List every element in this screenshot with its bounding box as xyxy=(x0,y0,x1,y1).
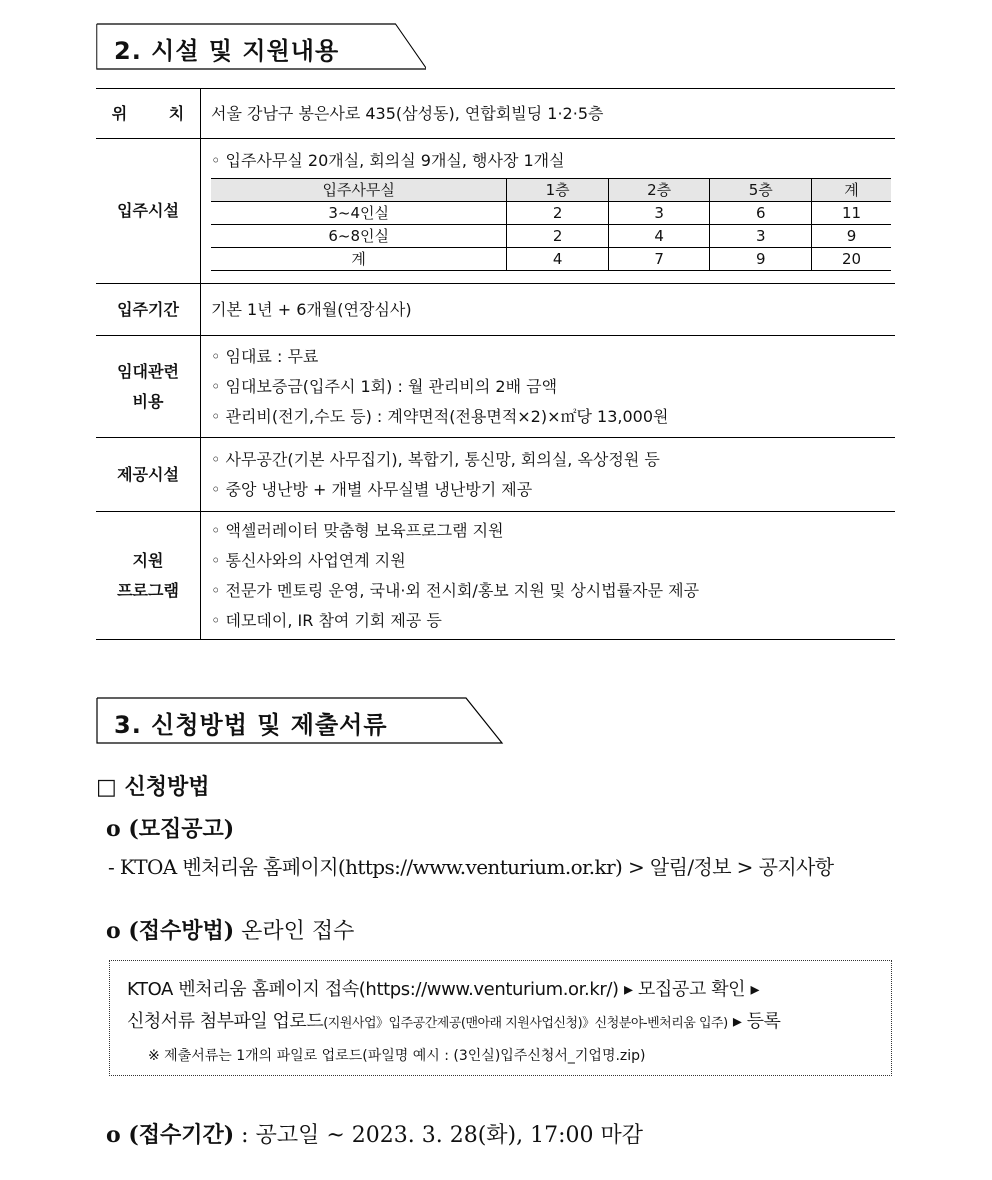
rooms-row xyxy=(96,139,895,284)
program-line: ◦ 데모데이, IR 참여 기회 제공 등 xyxy=(211,610,442,630)
rooms-header: 1층 xyxy=(507,178,609,201)
rooms-header: 5층 xyxy=(710,178,812,201)
period-line xyxy=(106,1118,643,1149)
cost-label-line: 비용 xyxy=(132,391,164,411)
box-line-2-end: ▸ 등록 xyxy=(727,1011,781,1032)
rooms-table-row xyxy=(211,247,891,270)
cost-line: ◦ 관리비(전기,수도 등) : 계약면적(전용면적×2)×㎡당 13,000원 xyxy=(211,406,669,426)
rooms-summary: ◦ 입주사무실 20개실, 회의실 9개실, 행사장 1개실 xyxy=(211,150,565,170)
rooms-cell: 3 xyxy=(710,224,812,247)
section-2-title-text: 2. 시설 및 지원내용 xyxy=(114,37,340,65)
method-value: 온라인 접수 xyxy=(241,919,355,944)
section-3-title xyxy=(96,697,506,743)
cost-row xyxy=(96,336,895,438)
box-line-2-path: (지원사업》입주공간제공(맨아래 지원사업신청)》신청분야-벤처리움 입주) xyxy=(323,1016,728,1031)
program-line: ◦ 전문가 멘토링 운영, 국내·외 전시회/홍보 지원 및 상시법률자문 제공 xyxy=(211,580,700,600)
cost-label xyxy=(96,336,201,438)
cost-line: ◦ 임대료 : 무료 xyxy=(211,346,319,366)
method-label: o (접수방법) xyxy=(106,918,235,944)
location-label: 위 치 xyxy=(96,89,201,139)
program-label-line: 지원 xyxy=(132,550,164,570)
rooms-cell: 3 xyxy=(608,201,710,224)
rooms-cell: 9 xyxy=(812,224,891,247)
program-label-line: 프로그램 xyxy=(117,580,179,600)
box-note: ※ 제출서류는 1개의 파일로 업로드(파일명 예시 : (3인실)입주신청서_기업명.zip) xyxy=(148,1048,646,1064)
rooms-table-row xyxy=(211,224,891,247)
period-row xyxy=(96,284,895,336)
section-3-title-text: 3. 신청방법 및 제출서류 xyxy=(114,711,388,739)
rooms-header: 입주사무실 xyxy=(211,178,507,201)
program-label xyxy=(96,512,201,640)
box-line-1: KTOA 벤처리움 홈페이지 접속(https://www.venturium.or.kr/) ▸ 모집공고 확인 ▸ xyxy=(127,979,760,1000)
notice-label: o (모집공고) xyxy=(106,816,235,842)
period-value: 기본 1년 + 6개월(연장심사) xyxy=(211,299,412,319)
provided-row xyxy=(96,438,895,512)
rooms-cell: 계 xyxy=(211,247,507,270)
program-row xyxy=(96,512,895,640)
rooms-cell: 7 xyxy=(608,247,710,270)
location-row xyxy=(96,89,895,139)
rooms-cell: 6~8인실 xyxy=(211,224,507,247)
rooms-cell: 20 xyxy=(812,247,891,270)
program-line: ◦ 액셀러레이터 맞춤형 보육프로그램 지원 xyxy=(211,520,504,540)
rooms-table-row xyxy=(211,201,891,224)
cost-label-line: 임대관련 xyxy=(117,361,179,381)
section-2-title xyxy=(96,23,426,69)
provided-label: 제공시설 xyxy=(96,438,201,512)
apply-period-label: o (접수기간) xyxy=(106,1122,235,1148)
submission-box xyxy=(109,960,892,1076)
cost-line: ◦ 임대보증금(입주시 1회) : 월 관리비의 2배 금액 xyxy=(211,376,558,396)
box-line-2-main: 신청서류 첨부파일 업로드 xyxy=(127,1011,324,1032)
rooms-cell: 11 xyxy=(812,201,891,224)
rooms-cell: 4 xyxy=(507,247,609,270)
provided-line: ◦ 사무공간(기본 사무집기), 복합기, 통신망, 회의실, 옥상정원 등 xyxy=(211,449,660,469)
rooms-header: 계 xyxy=(812,178,891,201)
rooms-header: 2층 xyxy=(608,178,710,201)
rooms-cell: 2 xyxy=(507,201,609,224)
notice-line: - KTOA 벤처리움 홈페이지(https://www.venturium.or.kr) > 알림/정보 > 공지사항 xyxy=(108,855,834,879)
apply-heading: □ 신청방법 xyxy=(96,774,210,800)
rooms-cell: 9 xyxy=(710,247,812,270)
rooms-table xyxy=(211,178,891,271)
method-line xyxy=(106,914,354,945)
rooms-cell: 3~4인실 xyxy=(211,201,507,224)
rooms-cell: 2 xyxy=(507,224,609,247)
rooms-cell: 6 xyxy=(710,201,812,224)
apply-period-value: : 공고일 ~ 2023. 3. 28(화), 17:00 마감 xyxy=(241,1123,644,1148)
location-value: 서울 강남구 봉은사로 435(삼성동), 연합회빌딩 1·2·5층 xyxy=(211,103,604,123)
rooms-cell: 4 xyxy=(608,224,710,247)
period-label: 입주기간 xyxy=(96,284,201,336)
facility-table xyxy=(96,88,895,640)
rooms-label: 입주시설 xyxy=(96,139,201,284)
provided-line: ◦ 중앙 냉난방 + 개별 사무실별 냉난방기 제공 xyxy=(211,479,533,499)
program-line: ◦ 통신사와의 사업연계 지원 xyxy=(211,550,406,570)
box-line-2 xyxy=(127,1007,780,1033)
